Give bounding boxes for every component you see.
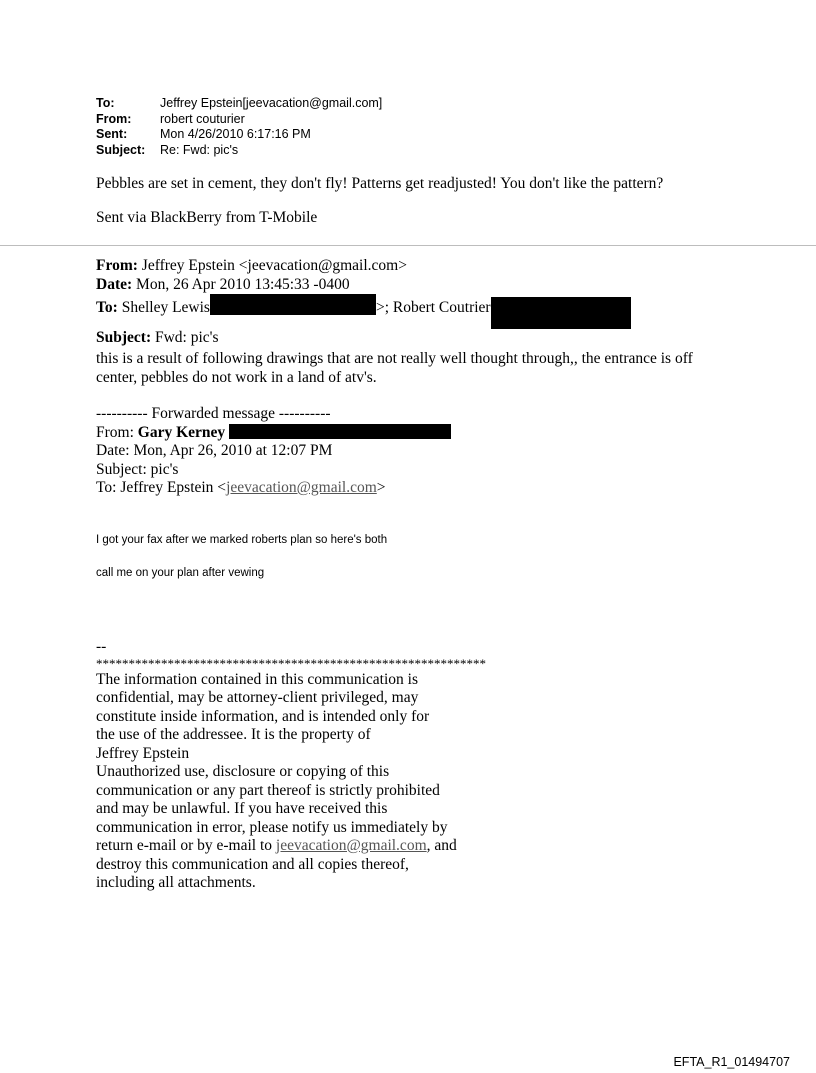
inner-forwarded-header xyxy=(96,405,451,498)
inner-subject: Subject: pic's xyxy=(96,460,179,478)
forwarded-from-value: Jeffrey Epstein <jeevacation@gmail.com> xyxy=(141,257,407,274)
header-subject-value: Re: Fwd: pic's xyxy=(160,142,239,157)
disclaimer-line: and may be unlawful. If you have received this xyxy=(96,800,388,817)
forwarded-date-value: Mon, 26 Apr 2010 13:45:33 -0400 xyxy=(136,275,350,293)
inner-to-prefix: To: Jeffrey Epstein < xyxy=(96,479,227,496)
reply-signature: Sent via BlackBerry from T-Mobile xyxy=(96,209,318,226)
inner-from-row xyxy=(96,424,451,443)
header-from-label: From: xyxy=(96,111,132,126)
disclaimer-dashes: -- xyxy=(96,638,107,655)
disclaimer-line: destroy this communication and all copies thereof, xyxy=(96,855,409,873)
forwarded-to-row xyxy=(96,294,631,329)
header-to-label: To: xyxy=(96,96,115,110)
header-sent-row xyxy=(96,127,382,143)
disclaimer-email-link[interactable]: jeevacation@gmail.com xyxy=(275,837,427,854)
header-sent-value: Mon 4/26/2010 6:17:16 PM xyxy=(160,127,311,141)
inner-from-label: From: xyxy=(96,423,134,441)
inner-date: Date: Mon, Apr 26, 2010 at 12:07 PM xyxy=(96,442,333,459)
forwarded-date-label: Date: xyxy=(96,275,133,293)
forwarded-from-label: From: xyxy=(96,257,138,274)
inner-divider: ---------- Forwarded message ---------- xyxy=(96,405,331,422)
forwarded-to-label: To: xyxy=(96,299,118,316)
disclaimer xyxy=(96,638,486,893)
disclaimer-line: the use of the addressee. It is the property of xyxy=(96,726,371,743)
disclaimer-line: including all attachments. xyxy=(96,874,256,891)
forwarded-body-line: this is a result of following drawings that are not really well thought through,, the entrance is off xyxy=(96,350,693,367)
forwarded-subject-label: Subject: xyxy=(96,329,152,346)
redaction-box xyxy=(210,294,376,315)
disclaimer-stars: ************************************************************ xyxy=(96,655,486,671)
disclaimer-line: Unauthorized use, disclosure or copying of this xyxy=(96,763,390,780)
forwarded-body-line: center, pebbles do not work in a land of atv's. xyxy=(96,369,377,386)
inner-to-email-link[interactable]: jeevacation@gmail.com xyxy=(226,479,377,496)
disclaimer-line: constitute inside information, and is intended only for xyxy=(96,707,430,725)
forwarded-date-row xyxy=(96,276,631,295)
header-from-value: robert couturier xyxy=(160,111,245,126)
inner-body-line: call me on your plan after vewing xyxy=(96,567,265,579)
header-subject-label: Subject: xyxy=(96,142,146,157)
forwarded-body xyxy=(96,349,736,387)
redaction-box xyxy=(491,297,631,329)
disclaimer-line: The information contained in this communication is xyxy=(96,670,418,688)
disclaimer-return-line xyxy=(96,837,486,856)
disclaimer-line: Jeffrey Epstein xyxy=(96,744,190,762)
forwarded-header xyxy=(96,257,631,348)
header-to-value: Jeffrey Epstein[jeevacation@gmail.com] xyxy=(160,96,383,110)
disclaimer-return-suffix: , and xyxy=(426,837,457,854)
inner-to-row xyxy=(96,479,451,498)
disclaimer-return-prefix: return e-mail or by e-mail to xyxy=(96,837,276,854)
forwarded-subject-row xyxy=(96,329,631,348)
inner-from-name: Gary Kerney xyxy=(137,423,226,441)
header-sent-label: Sent: xyxy=(96,127,128,141)
header-subject-row xyxy=(96,143,382,159)
email-header xyxy=(96,96,382,158)
header-to-row xyxy=(96,96,382,112)
header-from-row xyxy=(96,112,382,128)
disclaimer-line: communication in error, please notify us immediately by xyxy=(96,818,448,836)
reply-body: Pebbles are set in cement, they don't fly! Patterns get readjusted! You don't like the pattern? xyxy=(96,175,664,192)
forwarded-to-name1: Shelley Lewis xyxy=(121,299,210,316)
disclaimer-line: confidential, may be attorney-client privileged, may xyxy=(96,689,419,706)
inner-to-suffix: > xyxy=(376,479,386,496)
document-id: EFTA_R1_01494707 xyxy=(673,1055,790,1069)
forwarded-to-sep: >; Robert Coutrier xyxy=(375,299,491,316)
forwarded-from-row xyxy=(96,257,631,276)
inner-body-line: I got your fax after we marked roberts plan so here's both xyxy=(96,534,388,546)
divider-line xyxy=(0,245,816,246)
redaction-box xyxy=(229,424,451,439)
forwarded-subject-value: Fwd: pic's xyxy=(154,329,219,346)
disclaimer-line: communication or any part thereof is strictly prohibited xyxy=(96,781,440,799)
